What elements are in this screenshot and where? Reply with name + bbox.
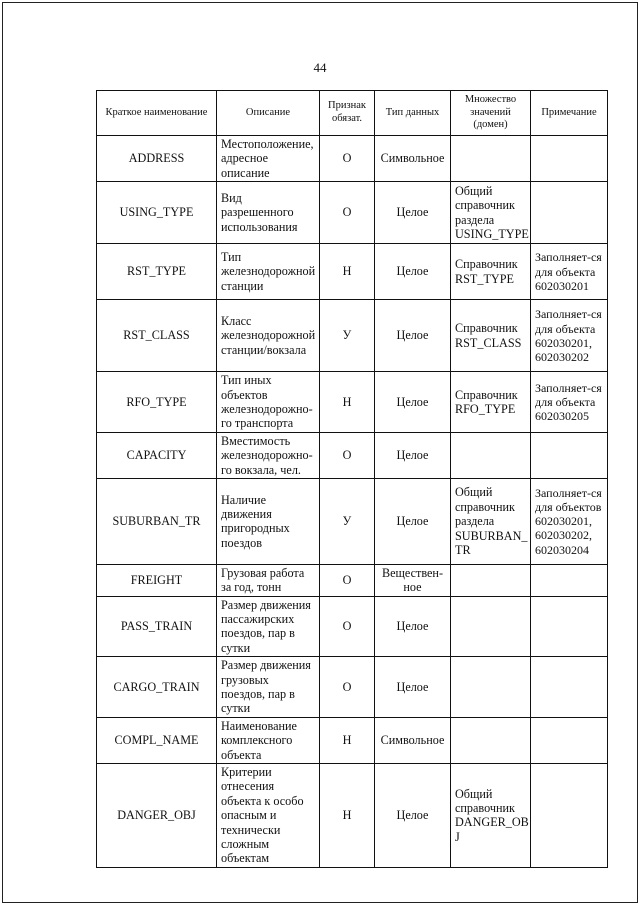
page-number: 44	[313, 60, 327, 75]
cell-domain	[451, 717, 531, 763]
cell-required: О	[320, 596, 375, 657]
cell-data-type: Целое	[375, 763, 451, 867]
table-row	[97, 763, 608, 867]
cell-domain	[451, 564, 531, 596]
cell-description: Грузовая работа за год, тонн	[217, 564, 320, 596]
table-row	[97, 657, 608, 718]
cell-name: CARGO_TRAIN	[97, 657, 217, 718]
cell-name: FREIGHT	[97, 564, 217, 596]
cell-description: Тип железнодорожной станции	[217, 244, 320, 300]
table-row	[97, 478, 608, 564]
cell-required: О	[320, 136, 375, 182]
table-row	[97, 564, 608, 596]
table-header-row	[97, 91, 608, 136]
cell-data-type: Целое	[375, 300, 451, 372]
cell-name: USING_TYPE	[97, 182, 217, 244]
cell-data-type: Целое	[375, 372, 451, 433]
cell-domain: Общий справочник раздела USING_TYPE	[451, 182, 531, 244]
cell-domain	[451, 432, 531, 478]
cell-required: О	[320, 432, 375, 478]
header-note: Примечание	[531, 91, 608, 136]
cell-domain	[451, 136, 531, 182]
cell-description: Вид разрешенного использования	[217, 182, 320, 244]
cell-name: RST_CLASS	[97, 300, 217, 372]
cell-description: Наименование комплексного объекта	[217, 717, 320, 763]
cell-note	[531, 564, 608, 596]
cell-data-type: Символьное	[375, 136, 451, 182]
cell-data-type: Целое	[375, 478, 451, 564]
cell-data-type: Веществен-ное	[375, 564, 451, 596]
header-name: Краткое наименование	[97, 91, 217, 136]
header-domain: Множество значений (домен)	[451, 91, 531, 136]
cell-required: Н	[320, 372, 375, 433]
cell-name: CAPACITY	[97, 432, 217, 478]
attribute-table	[96, 90, 608, 868]
cell-data-type: Целое	[375, 596, 451, 657]
cell-domain: Справочник RFO_TYPE	[451, 372, 531, 433]
cell-description: Класс железнодорожной станции/вокзала	[217, 300, 320, 372]
cell-required: У	[320, 300, 375, 372]
cell-note: Заполняет-ся для объекта 602030201	[531, 244, 608, 300]
cell-required: О	[320, 657, 375, 718]
cell-domain	[451, 657, 531, 718]
cell-note: Заполняет-ся для объекта 602030201, 602030202	[531, 300, 608, 372]
cell-domain: Справочник RST_CLASS	[451, 300, 531, 372]
cell-note	[531, 657, 608, 718]
table-row	[97, 300, 608, 372]
cell-description: Местоположение, адресное описание	[217, 136, 320, 182]
header-description: Описание	[217, 91, 320, 136]
cell-name: RST_TYPE	[97, 244, 217, 300]
cell-description: Размер движения пассажирских поездов, пар в сутки	[217, 596, 320, 657]
cell-name: SUBURBAN_TR	[97, 478, 217, 564]
cell-required: Н	[320, 717, 375, 763]
cell-required: У	[320, 478, 375, 564]
cell-domain: Общий справочник раздела SUBURBAN_ TR	[451, 478, 531, 564]
cell-data-type: Целое	[375, 182, 451, 244]
cell-name: RFO_TYPE	[97, 372, 217, 433]
cell-note	[531, 596, 608, 657]
cell-data-type: Целое	[375, 432, 451, 478]
table-row	[97, 717, 608, 763]
cell-required: О	[320, 182, 375, 244]
cell-description: Тип иных объектов железнодорожно-го транспорта	[217, 372, 320, 433]
cell-description: Наличие движения пригородных поездов	[217, 478, 320, 564]
cell-note	[531, 136, 608, 182]
cell-note: Заполняет-ся для объекта 602030205	[531, 372, 608, 433]
cell-name: ADDRESS	[97, 136, 217, 182]
cell-note	[531, 717, 608, 763]
cell-note	[531, 182, 608, 244]
header-data-type: Тип данных	[375, 91, 451, 136]
cell-data-type: Целое	[375, 657, 451, 718]
table-row	[97, 136, 608, 182]
table-row	[97, 182, 608, 244]
cell-description: Размер движения грузовых поездов, пар в сутки	[217, 657, 320, 718]
cell-data-type: Целое	[375, 244, 451, 300]
cell-description: Критерии отнесения объекта к особо опасным и технически сложным объектам	[217, 763, 320, 867]
cell-name: COMPL_NAME	[97, 717, 217, 763]
cell-required: Н	[320, 763, 375, 867]
cell-description: Вместимость железнодорожно-го вокзала, чел.	[217, 432, 320, 478]
cell-note: Заполняет-ся для объектов 602030201, 602030202, 602030204	[531, 478, 608, 564]
cell-data-type: Символьное	[375, 717, 451, 763]
cell-required: Н	[320, 244, 375, 300]
cell-name: DANGER_OBJ	[97, 763, 217, 867]
cell-name: PASS_TRAIN	[97, 596, 217, 657]
cell-note	[531, 763, 608, 867]
table-row	[97, 244, 608, 300]
header-required: Признак обязат.	[320, 91, 375, 136]
cell-domain: Справочник RST_TYPE	[451, 244, 531, 300]
cell-domain: Общий справочник DANGER_OB J	[451, 763, 531, 867]
cell-note	[531, 432, 608, 478]
table-row	[97, 432, 608, 478]
cell-domain	[451, 596, 531, 657]
cell-required: О	[320, 564, 375, 596]
table-row	[97, 372, 608, 433]
table-row	[97, 596, 608, 657]
